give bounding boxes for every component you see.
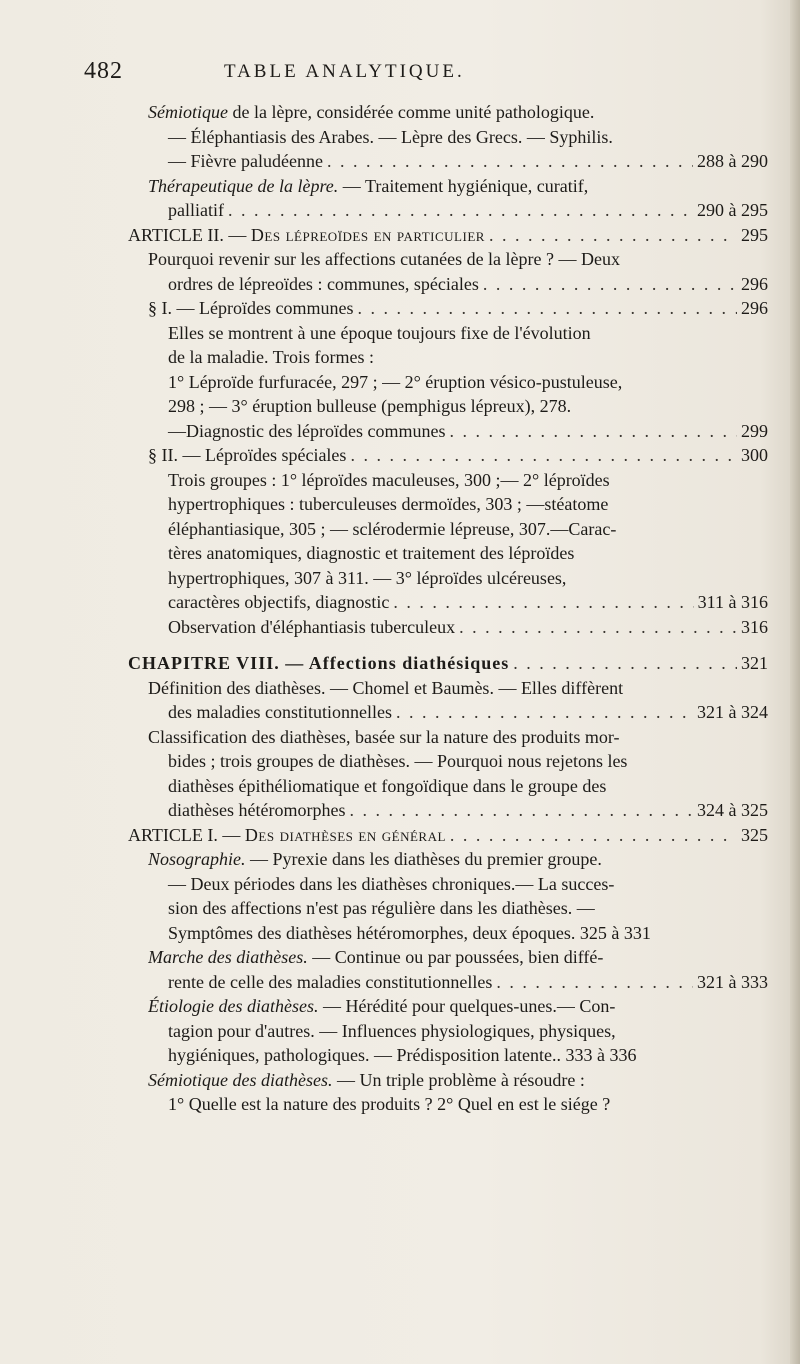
entry-text: palliatif	[168, 200, 224, 220]
entry-text: Elles se montrent à une époque toujours fixe de l'évolution	[168, 322, 591, 343]
entry-dotline	[148, 272, 768, 297]
entry-text: de la maladie. Trois formes :	[168, 347, 374, 367]
entry-heading-italic: Étiologie des diathèses.	[148, 996, 319, 1016]
section-ii-heading	[148, 443, 768, 468]
entry-text: hygiéniques, pathologiques. — Prédisposition latente.. 333 à 336	[168, 1045, 637, 1065]
page-reference: 311 à 316	[697, 592, 768, 612]
entry-nosographie	[148, 847, 768, 945]
entry-text: de la lèpre, considérée comme unité pathologique.	[227, 102, 595, 122]
entry-text: — Éléphantiasis des Arabes. — Lèpre des Grecs. — Syphilis.	[168, 126, 613, 147]
section-i-heading	[148, 296, 768, 321]
entry-text: — Fièvre paludéenne	[168, 151, 323, 171]
entry-text: diathèses hétéromorphes	[168, 800, 346, 820]
leader-dots	[459, 615, 737, 640]
entry-text: Symptômes des diathèses hétéromorphes, deux époques. 325 à 331	[168, 922, 651, 943]
page-reference: 295	[741, 224, 768, 245]
page-reference: 321 à 324	[697, 702, 768, 722]
leader-dots	[396, 700, 693, 725]
page-reference: 324 à 325	[697, 800, 768, 820]
section-title: § II. — Léproïdes spéciales	[148, 445, 347, 465]
entry-pourquoi-revenir	[148, 247, 768, 296]
leader-dots	[350, 443, 737, 468]
entry-text: tagion pour d'autres. — Influences physiologiques, physiques,	[168, 1020, 616, 1041]
chapter-title: Affections diathésiques	[308, 653, 510, 673]
entry-text: rente de celle des maladies constitutionnelles	[168, 971, 493, 992]
entry-text: Observation d'éléphantiasis tuberculeux	[168, 616, 456, 637]
page-reference: 288 à 290	[697, 151, 768, 171]
entry-heading-italic: Sémiotique des diathèses.	[148, 1069, 333, 1090]
entry-text: Pourquoi revenir sur les affections cutanées de la lèpre ? — Deux	[148, 249, 620, 269]
entry-marche	[148, 945, 768, 994]
entry-text: — Hérédité pour quelques-unes.— Con-	[318, 996, 616, 1016]
entry-dotline	[148, 970, 768, 995]
article-ii-heading	[128, 223, 768, 248]
article-title: Des lépreoïdes en particulier	[250, 224, 485, 245]
entry-text: tères anatomiques, diagnostic et traitement des léproïdes	[168, 543, 575, 563]
entry-text: Définition des diathèses. — Chomel et Baumès. — Elles diffèrent	[148, 677, 624, 698]
spacer	[0, 639, 800, 651]
entry-heading-italic: Marche des diathèses.	[148, 947, 308, 967]
page-reference: 300	[741, 445, 768, 465]
leader-dots	[513, 651, 737, 676]
entry-dotline	[148, 615, 768, 640]
entry-elles-se-montrent	[148, 321, 768, 444]
entry-text: Trois groupes : 1° léproïdes maculeuses, 300 ;— 2° léproïdes	[168, 469, 610, 490]
entry-heading-italic: Sémiotique	[148, 102, 228, 122]
entry-text: hypertrophiques : tuberculeuses dermoïdes, 303 ; —stéatome	[168, 494, 609, 514]
leader-dots	[228, 198, 693, 223]
entry-heading-italic: Thérapeutique de la lèpre.	[148, 175, 339, 196]
entry-dotline	[148, 443, 768, 468]
page-header	[84, 58, 684, 88]
page-number: 482	[84, 58, 123, 84]
entry-classification	[148, 725, 768, 823]
entry-heading-italic: Nosographie.	[148, 849, 246, 869]
entry-text: — Un triple problème à résoudre :	[332, 1069, 585, 1090]
entry-text: — Pyrexie dans les diathèses du premier groupe.	[245, 849, 602, 869]
entry-text: 1° Léproïde furfuracée, 297 ; — 2° éruption vésico-pustuleuse,	[168, 371, 623, 392]
entry-text: Classification des diathèses, basée sur la nature des produits mor-	[148, 726, 620, 747]
entry-text: 1° Quelle est la nature des produits ? 2° Quel en est le siége ?	[168, 1094, 611, 1114]
entry-dotline	[148, 149, 768, 174]
leader-dots	[489, 223, 737, 248]
article-label: ARTICLE I. —	[128, 824, 245, 845]
entry-dotline	[128, 223, 768, 248]
page-reference: 296	[741, 273, 768, 294]
leader-dots	[349, 798, 693, 823]
entry-trois-groupes	[148, 468, 768, 640]
section-title: § I. — Léproïdes communes	[148, 298, 354, 318]
leader-dots	[327, 149, 693, 174]
entry-dotline	[148, 198, 768, 223]
entry-text: — Continue ou par poussées, bien diffé-	[307, 947, 604, 967]
entry-text: —Diagnostic des léproïdes communes	[168, 420, 446, 441]
entry-text: éléphantiasique, 305 ; — sclérodermie lépreuse, 307.—Carac-	[168, 518, 617, 539]
page-reference: 321	[741, 653, 768, 673]
page-reference: 325	[741, 824, 768, 845]
entry-dotline	[128, 651, 768, 676]
entry-text: ordres de lépreoïdes : communes, spéciales	[168, 273, 479, 294]
entry-etiologie	[148, 994, 768, 1068]
running-title: TABLE ANALYTIQUE.	[224, 61, 465, 82]
page-reference: 296	[741, 298, 768, 318]
article-title: Des diathèses en général	[244, 824, 446, 845]
entry-text: bides ; trois groupes de diathèses. — Pourquoi nous rejetons les	[168, 751, 628, 771]
entry-text: 298 ; — 3° éruption bulleuse (pemphigus lépreux), 278.	[168, 396, 572, 416]
entry-definition-diatheses	[148, 676, 768, 725]
entry-text: sion des affections n'est pas régulière dans les diathèses. —	[168, 898, 595, 918]
entry-semiotique-lepre	[148, 100, 768, 174]
entry-text: — Traitement hygiénique, curatif,	[338, 175, 589, 196]
entry-dotline	[148, 419, 768, 444]
leader-dots	[393, 590, 693, 615]
entry-dotline	[148, 798, 768, 823]
page-reference: 316	[741, 616, 768, 637]
chapter-label: CHAPITRE VIII. —	[128, 653, 309, 673]
entry-dotline	[128, 823, 768, 848]
entry-dotline	[148, 590, 768, 615]
entry-text: hypertrophiques, 307 à 311. — 3° léproïdes ulcéreuses,	[168, 567, 567, 588]
chapter-viii-heading	[128, 651, 768, 676]
leader-dots	[449, 419, 737, 444]
entry-text: caractères objectifs, diagnostic	[168, 592, 390, 612]
leader-dots	[496, 970, 693, 995]
entry-text: — Deux périodes dans les diathèses chroniques.— La succes-	[168, 873, 615, 894]
entry-dotline	[148, 296, 768, 321]
entry-dotline	[148, 700, 768, 725]
entry-text: diathèses épithéliomatique et fongoïdique dans le groupe des	[168, 775, 607, 796]
leader-dots	[483, 272, 737, 297]
entry-semiotique-diatheses	[148, 1068, 768, 1117]
index-content	[0, 100, 800, 1117]
entry-text: des maladies constitutionnelles	[168, 702, 392, 722]
article-i-heading	[128, 823, 768, 848]
page-reference: 290 à 295	[697, 200, 768, 220]
article-label: ARTICLE II. —	[128, 224, 251, 245]
page-reference: 321 à 333	[697, 971, 768, 992]
leader-dots	[450, 823, 737, 848]
leader-dots	[357, 296, 737, 321]
page-reference: 299	[741, 420, 768, 441]
entry-therapeutique	[148, 174, 768, 223]
